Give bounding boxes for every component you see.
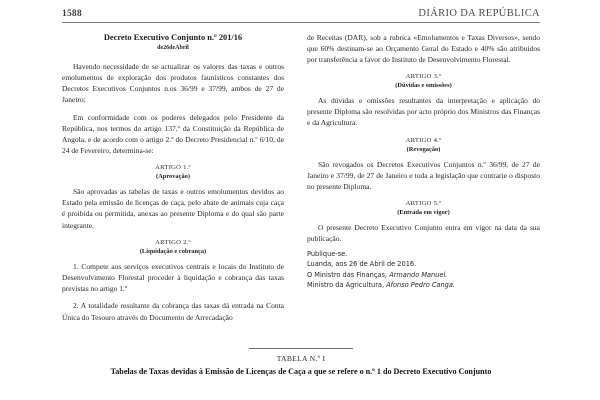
decree-date: de26deAbril <box>157 45 189 51</box>
tabela-caption-block <box>62 348 540 377</box>
artigo-3-body: As dúvidas e omissões resultantes da interpretação e aplicação do presente Diploma são resolvidas por acto próprio dos Ministros das Finanças e da Agricultura. <box>307 96 540 128</box>
artigo-2-item-2: 2. A totalidade resultante da cobrança das taxas dá entrada na Conta Única do Tesouro através do Documento de Arrecadação <box>62 301 284 322</box>
decree-title: Decreto Executivo Conjunto n.º 201/16 <box>103 33 243 42</box>
artigo-5-subtitle: (Entrada em vigor) <box>397 208 450 216</box>
preamble-paragraph-2: Em conformidade com os poderes delegados pelo Presidente da República, nos termos do artigo 137.º da Constituição da República de Angola, e de acordo com o artigo 2.º do Decreto Presidencial n.º 6/10, de 24 de Fevereiro, determina-se: <box>62 112 284 156</box>
artigo-4-subtitle: (Revogação) <box>406 145 441 153</box>
running-header <box>62 8 540 19</box>
two-column-body <box>0 32 600 344</box>
page-folio: 1588 <box>62 9 82 19</box>
signature-block <box>307 249 540 291</box>
tabela-label: TABELA N.º I <box>276 354 326 363</box>
artigo-1-body: São aprovadas as tabelas de taxas e outros emolumentos devidos ao Estado pela emissão de licenças de caça, pelo abate de animais cuja caça é proibida ou permitida, anexas ao presente Diploma e do qual são parte integrante. <box>62 187 284 230</box>
artigo-2-subtitle: (Liquidação e cobrança) <box>139 247 207 255</box>
artigo-4-body: São revogados os Decretos Executivos Conjuntos n.º 36/99, de 27 de Janeiro e 37/99, de 27 de Janeiro e toda a legislação que contrarie o disposto no presente Diploma. <box>307 159 540 191</box>
minister-agriculture-line <box>307 280 540 290</box>
artigo-4-number: ARTIGO 4.º <box>405 136 442 144</box>
artigo-5-body: O presente Decreto Executivo Conjunto entra em vigor na data da sua publicação. <box>307 222 540 243</box>
left-column <box>0 32 300 344</box>
place-date-line: Luanda, aos 26 de Abril de 2016. <box>307 260 417 269</box>
tabela-title: Tabelas de Taxas devidas à Emissão de Licenças de Caça a que se refere o n.º 1 do Decreto Executivo Conjunto <box>110 367 492 376</box>
artigo-1-subtitle: (Aprovação) <box>156 173 190 181</box>
header-divider <box>62 22 540 23</box>
minister-agriculture-label: Ministro da Agricultura, <box>307 281 387 290</box>
minister-finance-name: Armando Manuel. <box>389 270 448 279</box>
minister-agriculture-name: Afonso Pedro Canga. <box>386 281 455 290</box>
publique-se-line: Publique-se. <box>307 250 348 259</box>
continuation-paragraph: de Receitas (DAR), sob a rubrica «Emolumentos e Taxas Diversos», sendo que 60% destinam-se ao Orçamento Geral do Estado e 40% são atribuidos por transferência a favor do Instituto de Desenvolvimento Florestal. <box>307 33 540 65</box>
right-column <box>300 32 600 344</box>
artigo-2-item-1: 1. Compete aos serviços executivos centrais e locais do Instituto de Desenvolvimento Florestal proceder à liquidação e cobrança das taxas previstas no artigo 1.º <box>62 261 284 293</box>
artigo-3-subtitle: (Dúvidas e omissões) <box>395 82 452 90</box>
artigo-1-number: ARTIGO 1.º <box>155 164 191 172</box>
artigo-3-number: ARTIGO 3.º <box>405 73 442 81</box>
artigo-5-number: ARTIGO 5.º <box>405 199 442 207</box>
minister-finance-line <box>307 270 540 280</box>
publication-title: DIÁRIO DA REPÚBLICA <box>418 8 540 19</box>
minister-finance-label: O Ministro das Finanças, <box>307 270 390 279</box>
tabela-divider <box>249 348 353 349</box>
preamble-paragraph-1: Havendo necessidade de se actualizar os valores das taxas e outros emolumentos de exploração dos produtos faunísticos constantes dos Decretos Executivos Conjuntos n.os 36/99 e 37/99, ambos de 27 de Janeiro; <box>62 62 284 105</box>
artigo-2-number: ARTIGO 2.º <box>155 238 191 246</box>
